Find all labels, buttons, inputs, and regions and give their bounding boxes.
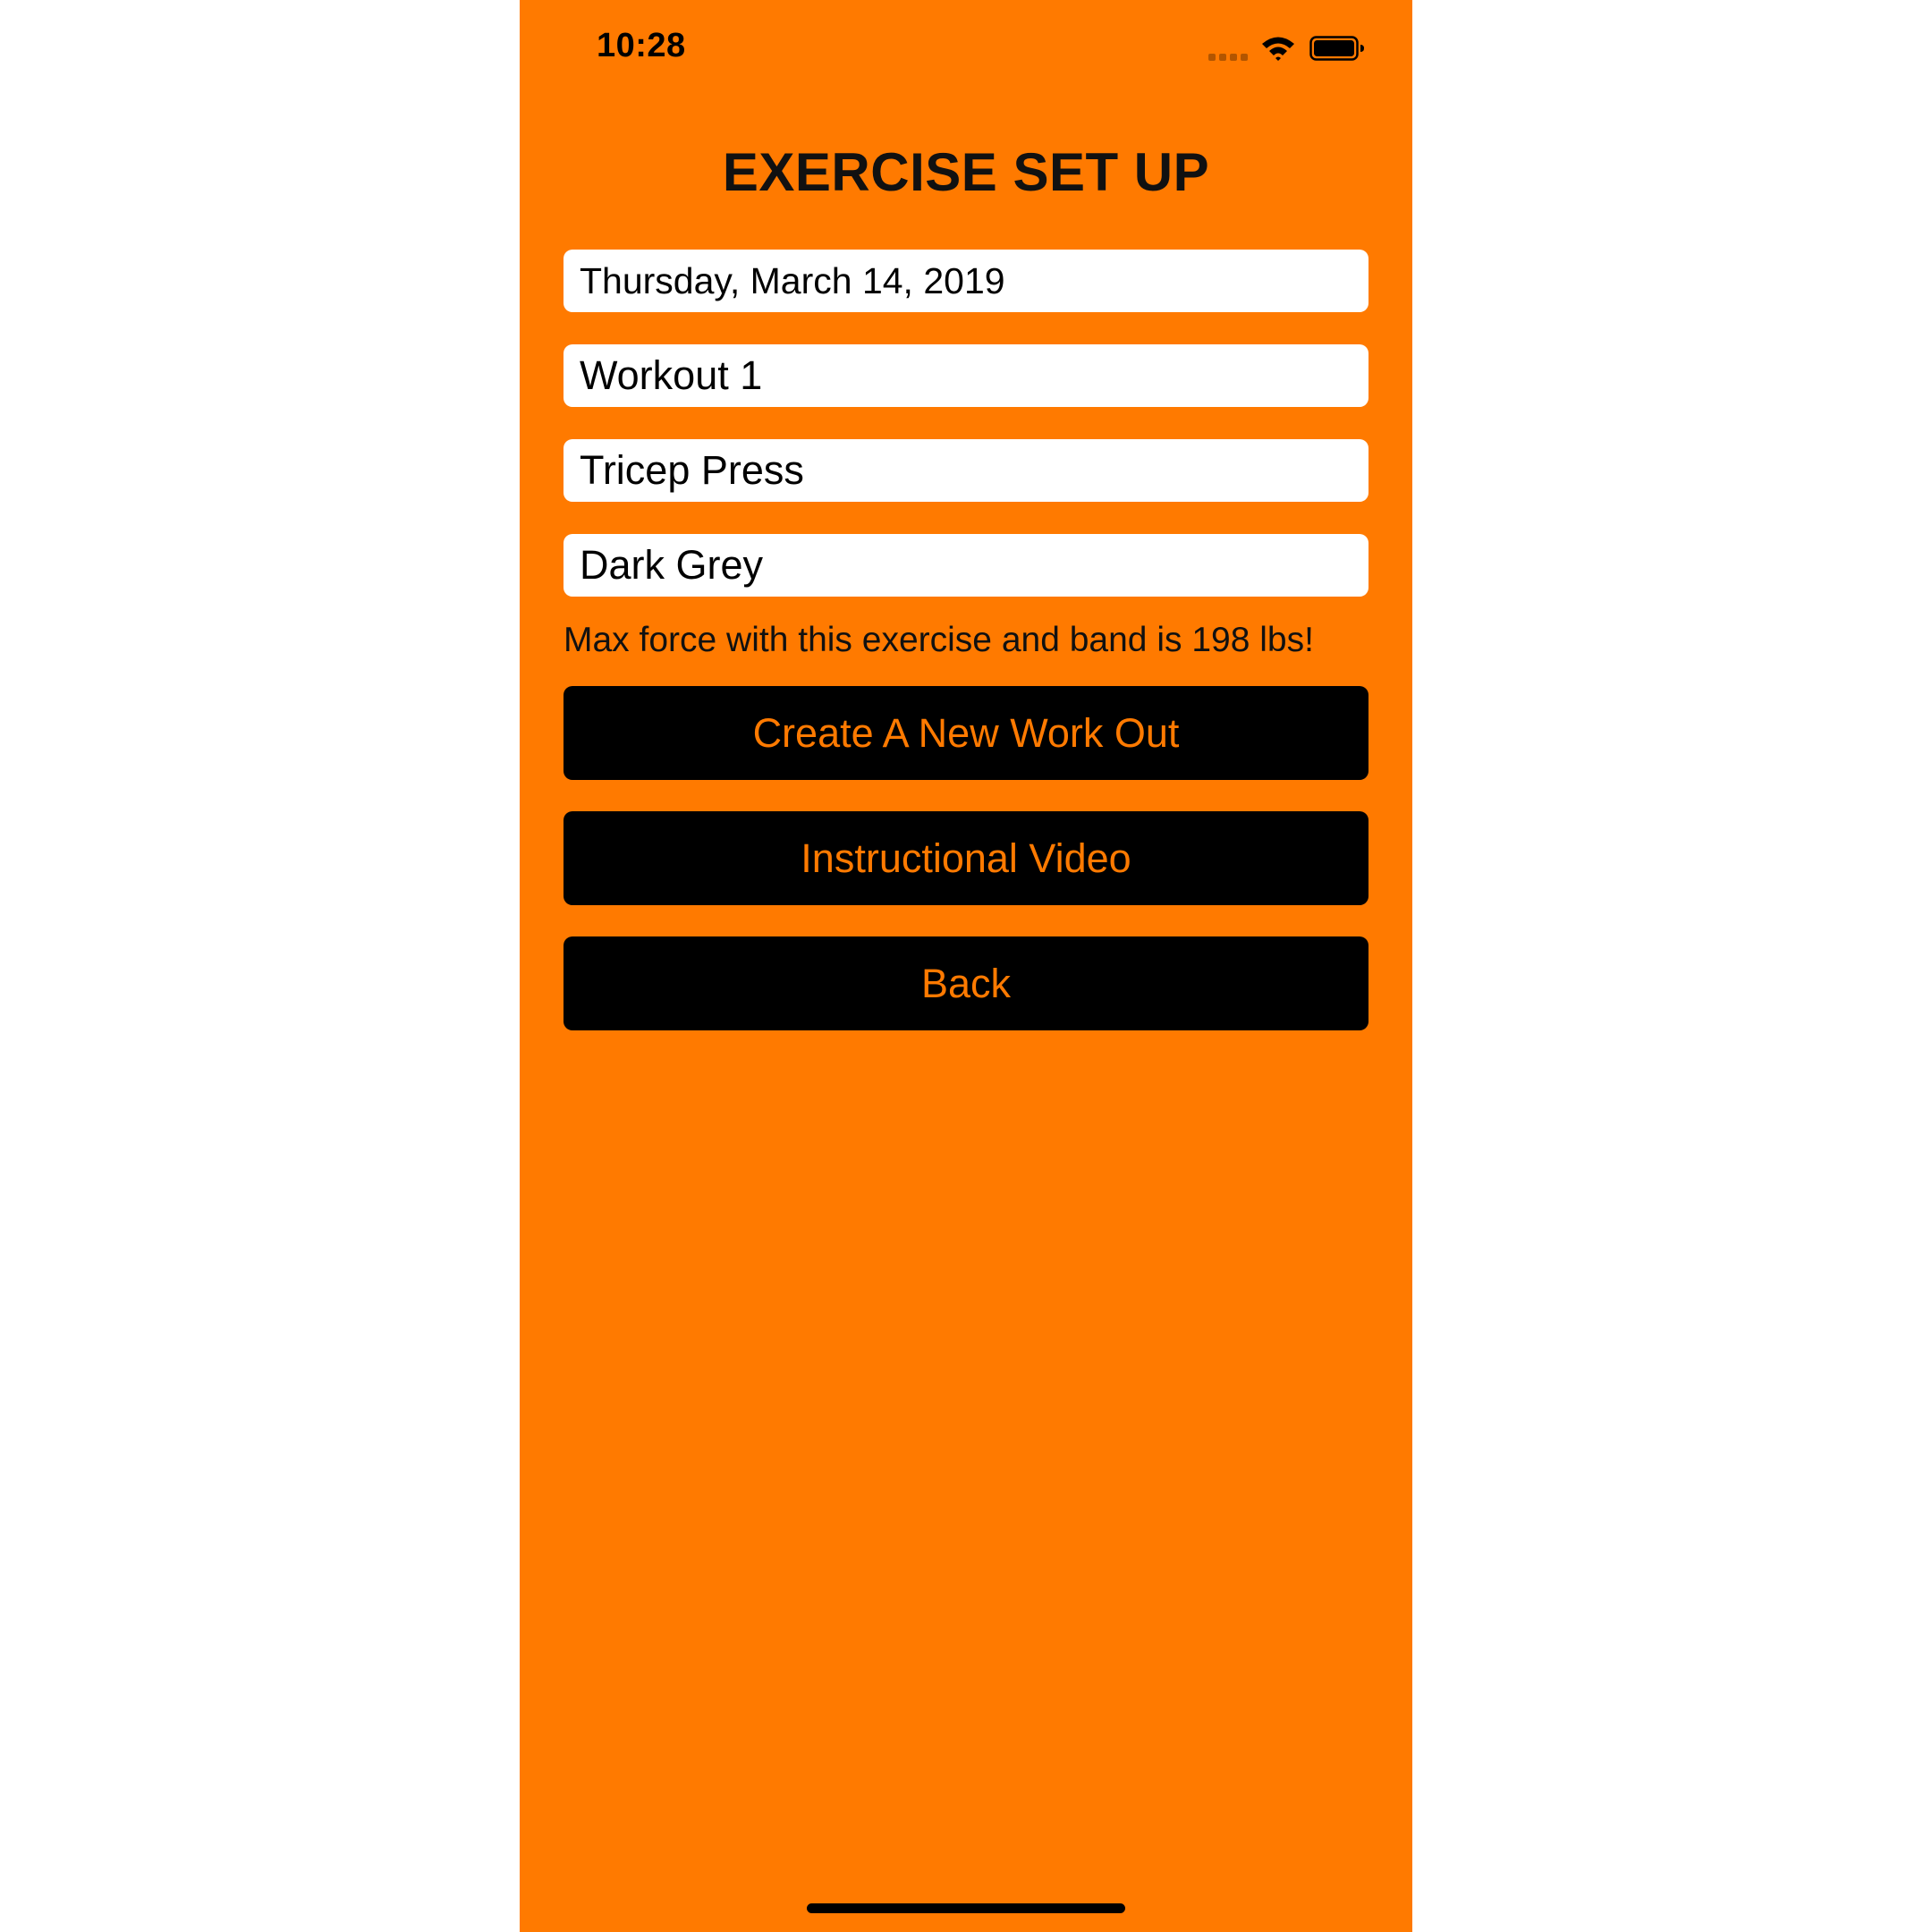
app-screen bbox=[520, 0, 1412, 1932]
workout-name-field[interactable]: Workout 1 bbox=[564, 344, 1368, 407]
battery-icon bbox=[1309, 36, 1365, 61]
band-color-field[interactable]: Dark Grey bbox=[564, 534, 1368, 597]
page-title: EXERCISE SET UP bbox=[722, 142, 1210, 202]
exercise-field[interactable]: Tricep Press bbox=[564, 439, 1368, 502]
instructional-video-button[interactable]: Instructional Video bbox=[564, 811, 1368, 905]
cellular-signal-icon bbox=[1208, 54, 1251, 61]
max-force-message: Max force with this exercise and band is 198 lbs! bbox=[564, 621, 1314, 659]
home-indicator[interactable] bbox=[807, 1903, 1125, 1913]
status-bar bbox=[520, 0, 1412, 98]
status-time: 10:28 bbox=[597, 27, 686, 64]
wifi-icon bbox=[1260, 34, 1296, 61]
date-field[interactable]: Thursday, March 14, 2019 bbox=[564, 250, 1368, 312]
create-workout-button[interactable]: Create A New Work Out bbox=[564, 686, 1368, 780]
back-button[interactable]: Back bbox=[564, 936, 1368, 1030]
